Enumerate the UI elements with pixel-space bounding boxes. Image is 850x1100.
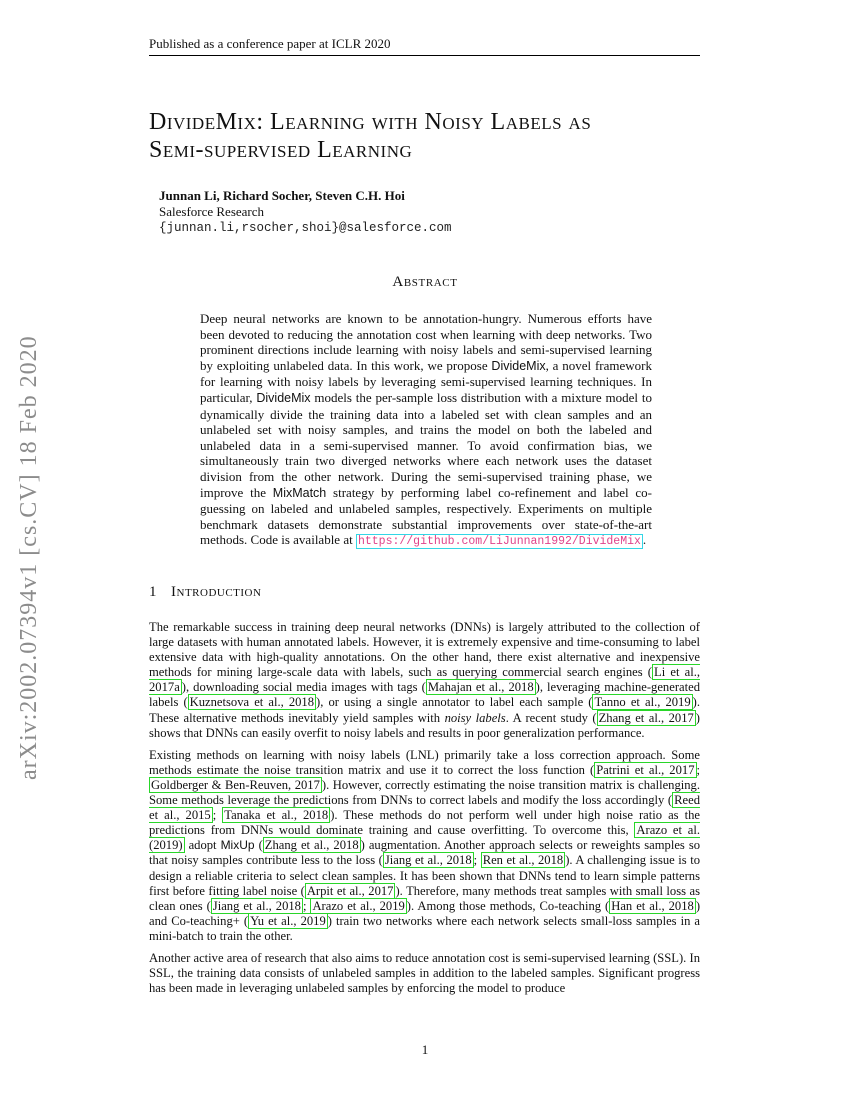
citation-link[interactable]: Tanaka et al., 2018 xyxy=(224,808,329,823)
paragraph-1 xyxy=(149,620,700,741)
section-number: 1 xyxy=(149,584,157,600)
abstract-text: Deep neural networks are known to be annotation-hungry. Numerous efforts have been devoted to reducing the annotation cost when learning with deep networks. Two prominent directions include learning with noisy labels and semi-supervised learning by exploiting unlabeled data. In this work, we propose xyxy=(200,311,652,373)
paragraph-2 xyxy=(149,748,700,944)
paragraph-text: Existing methods on learning with noisy labels (LNL) primarily take a loss correction approach. Some methods estimate the noise transition matrix and use it to correct the loss function ( xyxy=(149,747,700,777)
paragraph-text: ). Among those methods, Co-teaching ( xyxy=(406,898,610,913)
abstract-text: , a novel framework for learning with noisy labels by leveraging semi-supervised learning techniques. In particular, xyxy=(200,357,652,405)
paragraph-text: ; xyxy=(212,808,223,823)
paper-title xyxy=(149,108,709,164)
paragraph-text: ; xyxy=(302,898,311,913)
abstract-heading: Abstract xyxy=(392,274,458,290)
paragraph-text: ). However, correctly estimating the noise transition matrix is challenging. Some methods leverage the predictions from DNNs to correct labels and modify the loss accordingly ( xyxy=(149,777,700,808)
citation-link[interactable]: Ren et al., 2018 xyxy=(482,853,564,868)
section-title: Introduction xyxy=(171,584,262,600)
paragraph-text: adopt xyxy=(184,838,221,853)
author-names: Junnan Li, Richard Socher, Steven C.H. Hoi xyxy=(159,188,405,203)
method-name: DivideMix xyxy=(256,390,311,405)
abstract-text: strategy by performing label co-refinement and label co-guessing on labeled and unlabeled samples, respectively. Experiments on multiple benchmark datasets demonstrate substantial improvements over state-of-the-art methods. Code is available at xyxy=(200,484,652,548)
paragraph-text: ). A challenging issue is to design a reliable criteria to select clean samples. It has been shown that DNNs tend to learn simple patterns first before fitting label noise ( xyxy=(149,853,700,898)
paragraph-text: . A recent study ( xyxy=(505,710,597,725)
citation-link[interactable]: Arpit et al., 2017 xyxy=(306,883,394,898)
paragraph-text: ), leveraging machine-generated labels ( xyxy=(149,680,700,710)
citation-link[interactable]: Zhang et al., 2017 xyxy=(598,710,694,725)
paragraph-text: ) and Co-teaching+ ( xyxy=(149,898,701,928)
emphasis-text: noisy labels xyxy=(444,710,506,725)
citation-link[interactable]: Reed et al., 2015 xyxy=(149,793,700,823)
citation-link[interactable]: Goldberger & Ben-Reuven, 2017 xyxy=(151,777,320,792)
citation-link[interactable]: Jiang et al., 2018 xyxy=(384,853,472,868)
citation-link[interactable]: Li et al., 2017a xyxy=(149,665,700,695)
citation-link[interactable]: Kuznetsova et al., 2018 xyxy=(189,695,315,710)
title-line-1: DivideMix: Learning with Noisy Labels as xyxy=(149,109,592,135)
paragraph-text: ) augmentation. Another approach selects or reweights samples so that noisy samples contribute less to the loss ( xyxy=(149,838,701,868)
paragraph-text: ), downloading social media images with tags ( xyxy=(181,680,426,695)
citation-link[interactable]: Arazo et al. (2019) xyxy=(149,823,701,853)
code-url-link[interactable]: https://github.com/LiJunnan1992/DivideMix xyxy=(357,535,641,549)
section-heading xyxy=(149,584,261,601)
running-header: Published as a conference paper at ICLR 2020 xyxy=(149,36,700,56)
paragraph-text: ; xyxy=(696,762,700,777)
paragraph-text: ), or using a single annotator to label each sample ( xyxy=(316,695,593,710)
paragraph-text: ) shows that DNNs can easily overfit to noisy labels and results in poor generalization performance. xyxy=(149,710,700,740)
paragraph-text: Another active area of research that also aims to reduce annotation cost is semi-supervised learning (SSL). In SSL, the training data consists of unlabeled samples in addition to the labeled samples. Significant progress has been made in leveraging unlabeled samples by enforcing the model to produce xyxy=(149,950,700,996)
paragraph-text: The remarkable success in training deep neural networks (DNNs) is largely attributed to the collection of large datasets with human annotated labels. However, it is extremely expensive and time-consuming to label extensive data with high-quality annotations. On the other hand, there exist alternative and inexpensive methods for mining large-scale data with labels, such as querying commercial search engines ( xyxy=(149,620,700,680)
paragraph-text: ). Therefore, many methods treat samples with small loss as clean ones ( xyxy=(149,883,700,913)
paragraph-text: ( xyxy=(254,838,263,853)
paragraph-3 xyxy=(149,951,700,996)
citation-link[interactable]: Patrini et al., 2017 xyxy=(596,762,695,777)
paragraph-text: ). These methods do not perform well under high noise ratio as the predictions from DNNs would dominate training and cause overfitting. To overcome this, xyxy=(149,808,700,838)
abstract-text: . xyxy=(642,532,647,548)
abstract-body xyxy=(200,311,652,550)
citation-link[interactable]: Han et al., 2018 xyxy=(611,898,694,913)
title-line-2: Semi-supervised Learning xyxy=(149,137,413,163)
citation-link[interactable]: Jiang et al., 2018 xyxy=(212,898,301,913)
citation-link[interactable]: Arazo et al., 2019 xyxy=(312,898,405,913)
author-affiliation: Salesforce Research xyxy=(159,204,265,219)
citation-link[interactable]: Zhang et al., 2018 xyxy=(264,838,359,853)
method-name: MixMatch xyxy=(272,485,327,500)
citation-link[interactable]: Yu et al., 2019 xyxy=(250,913,326,928)
abstract-text: models the per-sample loss distribution with a mixture model to dynamically divide the training data into a labeled set with clean samples and an unlabeled set with noisy samples, and trains the model on both the labeled and unlabeled data in a semi-supervised manner. To avoid confirmation bias, we simultaneously train two diverged networks where each network uses the dataset division from the other network. During the semi-supervised training phase, we improve the xyxy=(200,389,652,500)
author-block xyxy=(159,188,452,236)
paragraph-text: ) train two networks where each network selects small-loss samples in a mini-batch to train the other. xyxy=(149,913,700,943)
method-name: MixUp xyxy=(220,838,255,853)
arxiv-side-stamp: arXiv:2002.07394v1 [cs.CV] 18 Feb 2020 xyxy=(16,335,42,780)
citation-link[interactable]: Tanno et al., 2019 xyxy=(594,695,691,710)
method-name: DivideMix xyxy=(491,358,546,373)
author-email: {junnan.li,rsocher,shoi}@salesforce.com xyxy=(159,221,452,235)
page-number: 1 xyxy=(421,1042,429,1057)
body-text xyxy=(149,620,700,1003)
citation-link[interactable]: Mahajan et al., 2018 xyxy=(427,680,534,695)
paragraph-text: ; xyxy=(473,853,481,868)
paragraph-text: ). These alternative methods inevitably yield samples with xyxy=(149,695,700,725)
